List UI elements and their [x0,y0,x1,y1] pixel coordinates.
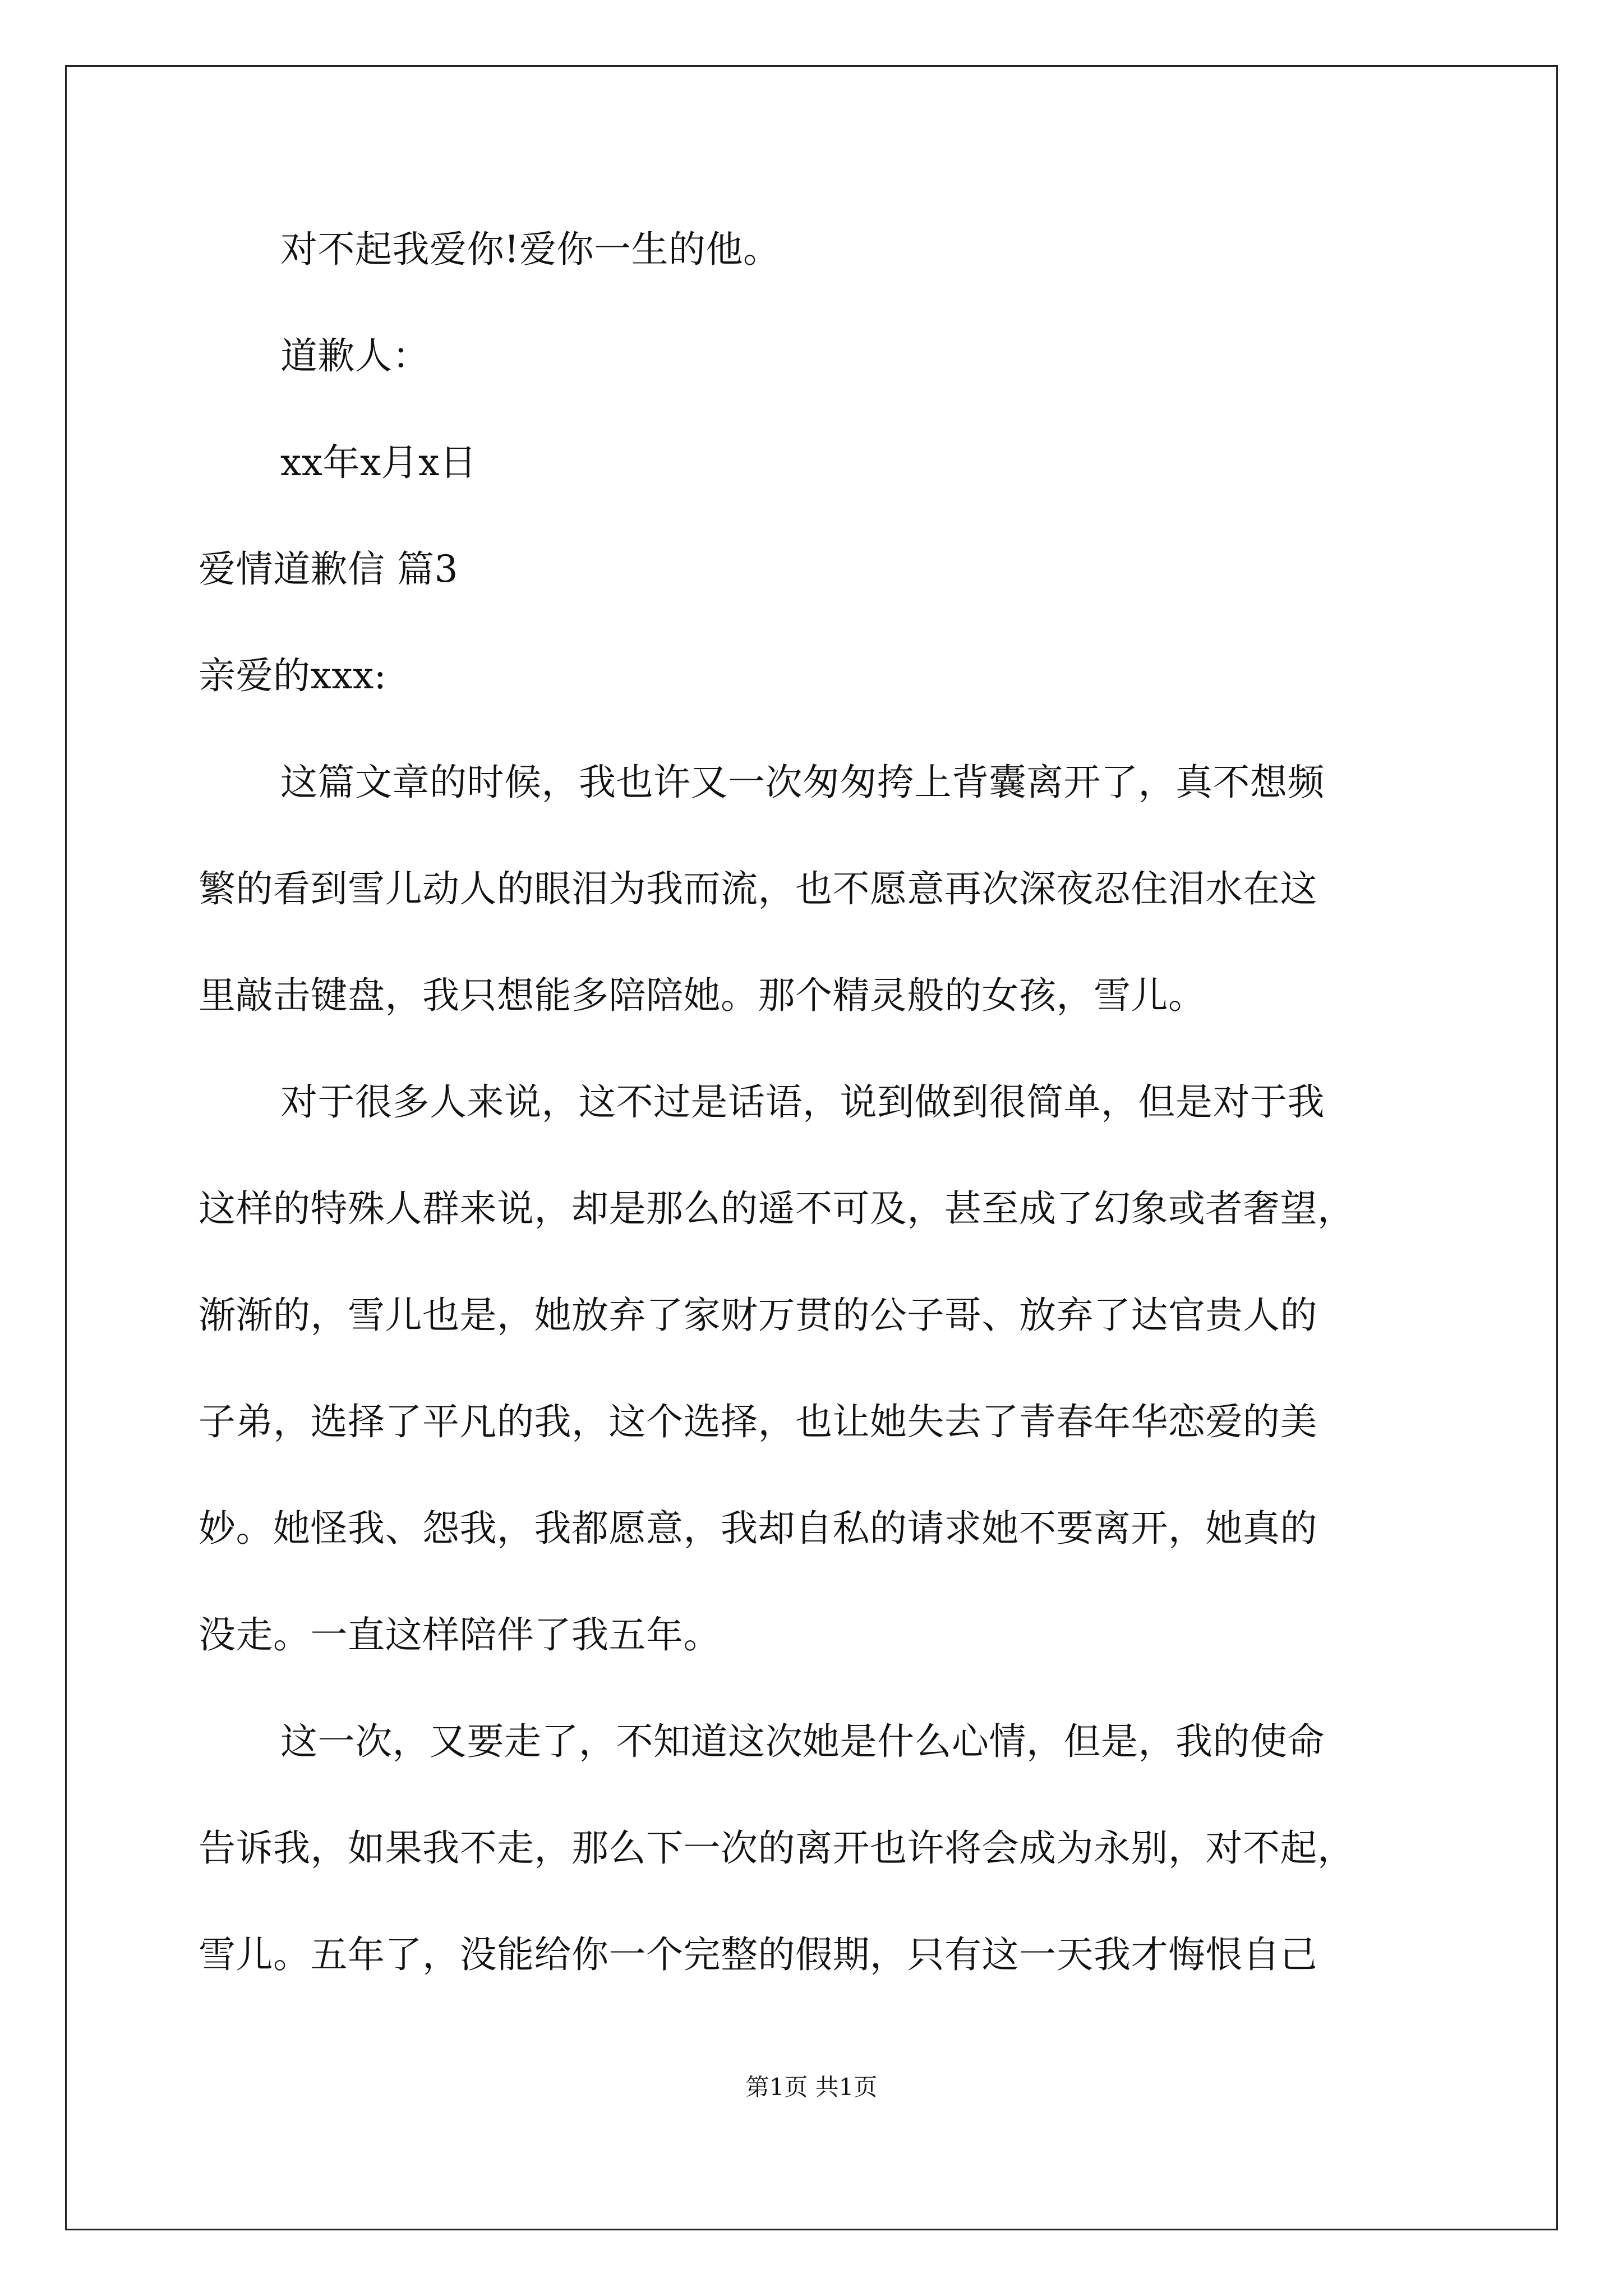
paragraph-3-line-3: 雪儿。五年了，没能给你一个完整的假期，只有这一天我才悔恨自己 [199,1933,1317,1976]
paragraph-2-line-6: 没走。一直这样陪伴了我五年。 [199,1613,721,1657]
paragraph-2-line-3: 渐渐的，雪儿也是，她放弃了家财万贯的公子哥、放弃了达官贵人的 [199,1294,1317,1337]
paragraph-1-line-3: 里敲击键盘，我只想能多陪陪她。那个精灵般的女孩，雪儿。 [199,974,1206,1017]
paragraph-3-line-2: 告诉我，如果我不走，那么下一次的离开也许将会成为永别，对不起， [199,1826,1355,1870]
paragraph-1-line-2: 繁的看到雪儿动人的眼泪为我而流，也不愿意再次深夜忍住泪水在这 [199,867,1317,910]
salutation: 亲爱的xxx: [199,654,387,697]
page-footer: 第1页 共1页 [745,2073,878,2101]
paragraph-3-line-1: 这一次，又要走了，不知道这次她是什么心情，但是，我的使命 [280,1720,1325,1763]
paragraph-2-line-4: 子弟，选择了平凡的我，这个选择，也让她失去了青春年华恋爱的美 [199,1400,1317,1443]
signature-label: 道歉人： [280,334,430,378]
paragraph-2-line-1: 对于很多人来说，这不过是话语，说到做到很简单，但是对于我 [280,1080,1325,1124]
closing-line: 对不起我爱你!爱你一生的他。 [280,228,781,271]
paragraph-2-line-5: 妙。她怪我、怨我，我都愿意，我却自私的请求她不要离开，她真的 [199,1507,1317,1550]
page-border [65,65,1558,2230]
paragraph-1-line-1: 这篇文章的时候，我也许又一次匆匆挎上背囊离开了，真不想频 [280,761,1325,804]
date-line: xx年x月x日 [280,441,477,484]
paragraph-2-line-2: 这样的特殊人群来说，却是那么的遥不可及，甚至成了幻象或者奢望， [199,1187,1355,1230]
section-heading: 爱情道歉信 篇3 [199,547,458,591]
